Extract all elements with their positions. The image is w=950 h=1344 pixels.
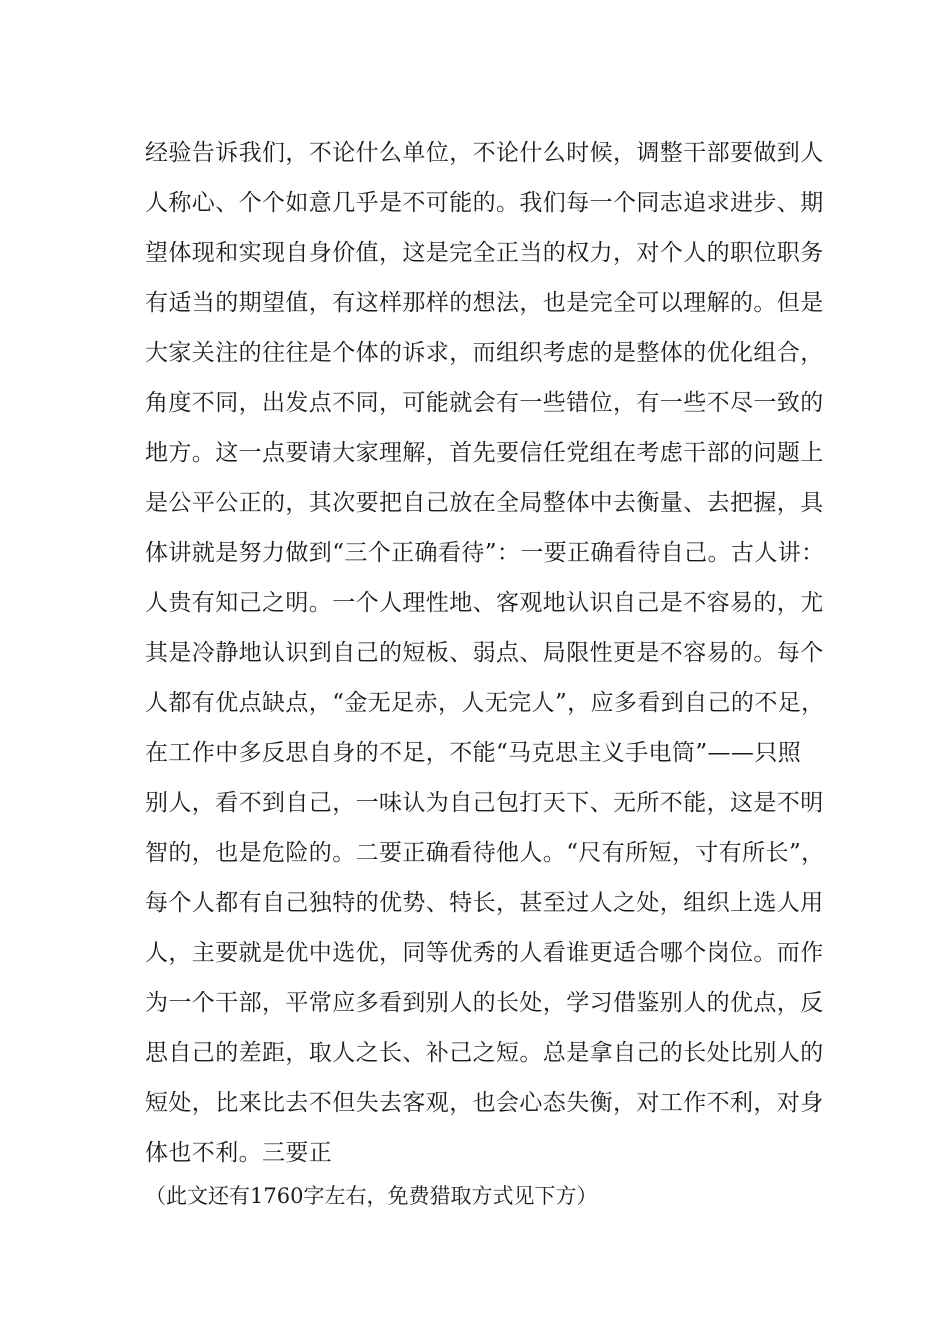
text-line: 为一个干部，平常应多看到别人的长处，学习借鉴别人的优点，反: [145, 990, 824, 1016]
text-line: 是公平公正的，其次要把自己放在全局整体中去衡量、去把握，具: [145, 490, 824, 516]
text-line: 经验告诉我们，不论什么单位，不论什么时候，调整干部要做到人: [145, 140, 824, 166]
text-line: 别人，看不到自己，一味认为自己包打天下、无所不能，这是不明: [145, 790, 824, 816]
remaining-text-note: （此文还有1760字左右，免费猎取方式见下方）: [145, 1184, 598, 1208]
text-line: 其是冷静地认识到自己的短板、弱点、局限性更是不容易的。每个: [145, 640, 824, 666]
text-line: 大家关注的往往是个体的诉求，而组织考虑的是整体的优化组合，: [145, 340, 824, 366]
text-line: 角度不同，出发点不同，可能就会有一些错位，有一些不尽一致的: [145, 390, 824, 416]
text-line: 体讲就是努力做到“三个正确看待”：一要正确看待自己。古人讲：: [145, 540, 825, 566]
text-line: 智的，也是危险的。二要正确看待他人。“尺有所短，寸有所长”，: [145, 840, 825, 866]
text-line: 人都有优点缺点，“金无足赤，人无完人”，应多看到自己的不足，: [145, 690, 825, 716]
text-line: 每个人都有自己独特的优势、特长，甚至过人之处，组织上选人用: [145, 890, 824, 916]
body-paragraph: [145, 128, 835, 1178]
text-line: 思自己的差距，取人之长、补己之短。总是拿自己的长处比别人的: [145, 1040, 824, 1066]
text-line: 短处，比来比去不但失去客观，也会心态失衡，对工作不利，对身: [145, 1090, 824, 1116]
text-line: 在工作中多反思自身的不足，不能“马克思主义手电筒”——只照: [145, 740, 802, 766]
text-line: 体也不利。三要正: [145, 1140, 333, 1166]
text-line: 人称心、个个如意几乎是不可能的。我们每一个同志追求进步、期: [145, 190, 824, 216]
text-line: 有适当的期望值，有这样那样的想法，也是完全可以理解的。但是: [145, 290, 824, 316]
text-line: 人，主要就是优中选优，同等优秀的人看谁更适合哪个岗位。而作: [145, 940, 824, 966]
text-line: 人贵有知己之明。一个人理性地、客观地认识自己是不容易的，尤: [145, 590, 824, 616]
text-line: 地方。这一点要请大家理解，首先要信任党组在考虑干部的问题上: [145, 440, 824, 466]
text-line: 望体现和实现自身价值，这是完全正当的权力，对个人的职位职务: [145, 240, 824, 266]
